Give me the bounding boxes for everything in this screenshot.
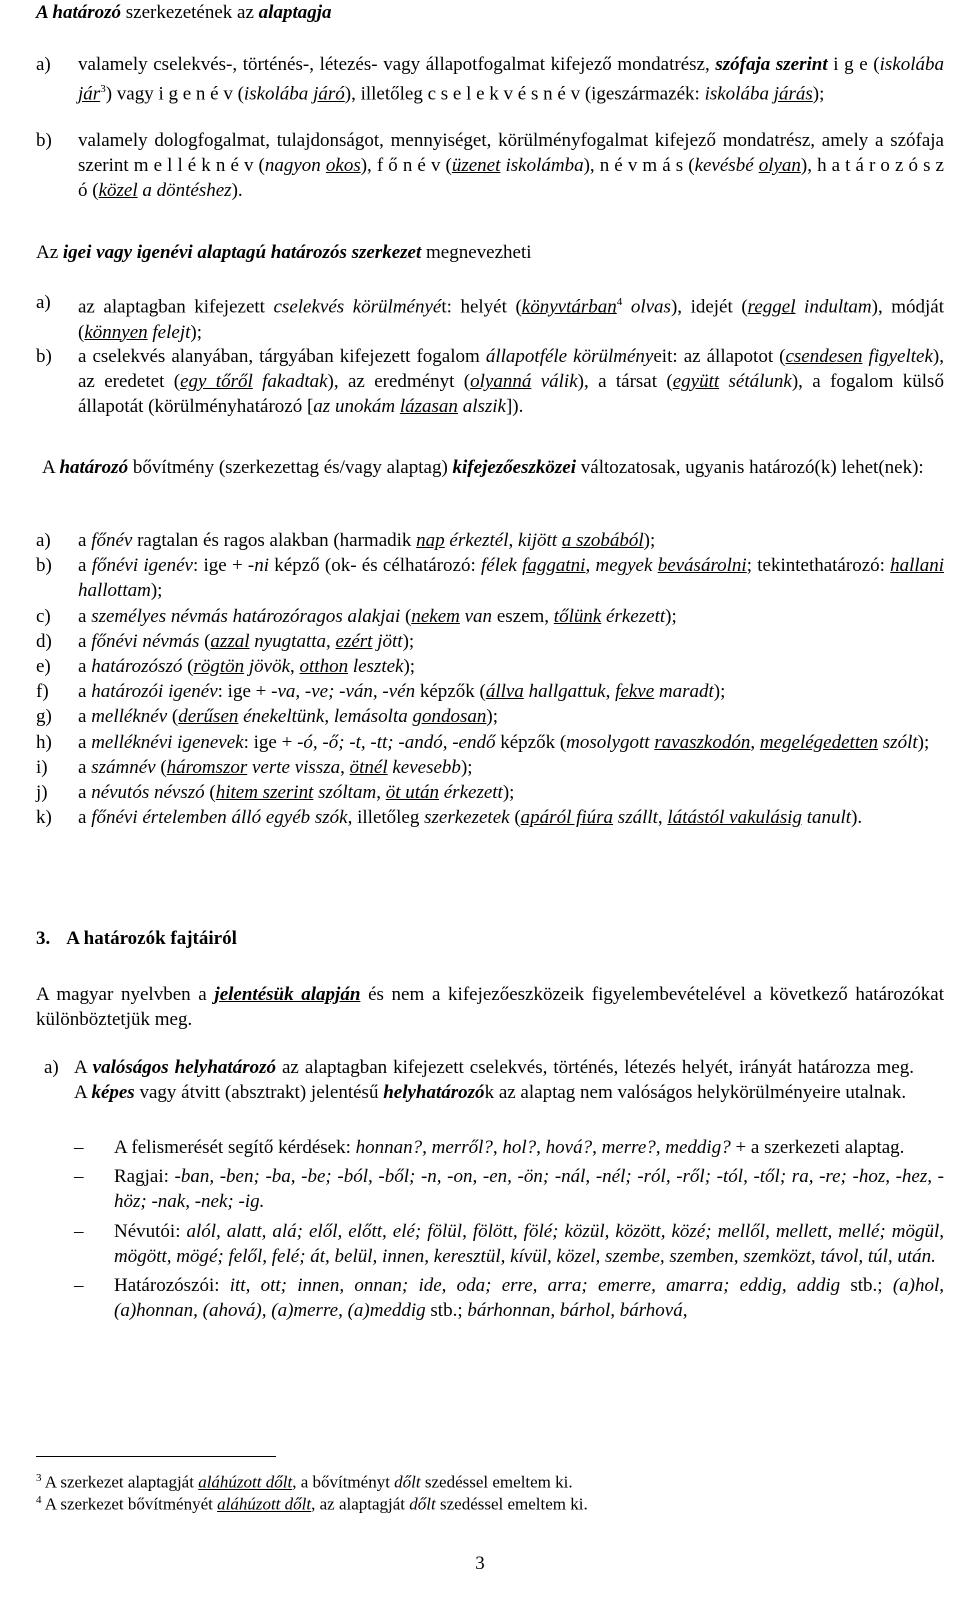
text: , xyxy=(750,731,760,753)
text: kijött xyxy=(518,530,562,551)
text: látástól vakulásig xyxy=(667,807,802,829)
title-part: A határozó xyxy=(36,2,122,23)
text: olvas xyxy=(622,296,671,318)
text: ezért xyxy=(335,630,373,652)
text: a xyxy=(78,530,92,551)
text: ]). xyxy=(505,396,524,418)
text: jelentésük alapján xyxy=(214,984,361,1005)
text: + a szerkezeti alaptag. xyxy=(730,1137,905,1158)
paragraph-2b xyxy=(36,344,944,420)
list-item xyxy=(36,528,944,553)
text: : ige + xyxy=(192,555,248,577)
text: a szobából xyxy=(561,530,644,551)
text: , xyxy=(340,756,350,778)
list-label: a) xyxy=(44,1057,59,1078)
text: aláhúzott dőlt xyxy=(217,1494,312,1514)
footnote-4 xyxy=(36,1490,944,1515)
text: kifejezőeszközei xyxy=(452,457,577,478)
text: számnév xyxy=(91,756,156,778)
text: fakadtak xyxy=(252,371,328,393)
text: bővítmény (szerkezettag és/vagy alaptag) xyxy=(128,457,453,478)
text: szállt xyxy=(613,807,658,829)
text: ( xyxy=(509,807,521,829)
text: főnévi névmás xyxy=(91,630,200,652)
text: tőlünk xyxy=(553,605,602,627)
text: jött xyxy=(372,630,403,652)
text: az unokám xyxy=(313,396,400,418)
text: ( xyxy=(182,656,194,678)
text: , xyxy=(290,656,300,678)
list-label: i) xyxy=(36,756,48,778)
text: aláhúzott dőlt xyxy=(198,1472,293,1492)
paragraph-4-intro xyxy=(36,982,944,1032)
text: honnan?, merről?, hol?, hová?, merre?, meddig? xyxy=(355,1137,731,1158)
text: mosolygott xyxy=(566,731,655,753)
text: énekeltünk xyxy=(238,706,325,728)
list-label: g) xyxy=(36,706,52,728)
list-item xyxy=(36,604,944,629)
text: derűsen xyxy=(178,706,239,728)
text: hallottam xyxy=(78,580,151,602)
text: az alaptagban kifejezett xyxy=(78,296,274,318)
text: itt, ott; innen, onnan; ide, oda; erre, arra; emerre, amarra; eddig, addig xyxy=(229,1275,841,1297)
text: együtt xyxy=(672,371,720,393)
text: sétálunk xyxy=(719,371,792,393)
text: a xyxy=(78,681,92,703)
list-label: a) xyxy=(36,292,51,313)
text: érkeztél xyxy=(444,530,509,551)
text: ), a fogalom külső állapotát (körülményhatározó [ xyxy=(78,371,944,418)
text: ); xyxy=(643,530,656,551)
text: szerkezetek xyxy=(424,807,510,829)
list-label: b) xyxy=(36,130,52,151)
text: főnévi értelemben álló egyéb szók xyxy=(91,807,348,829)
text: ); xyxy=(917,731,930,753)
text: nagyon xyxy=(264,155,326,177)
text: ); xyxy=(403,656,416,678)
text: csendesen xyxy=(785,346,863,367)
text: melléknévi igenevek xyxy=(91,731,244,753)
text: valamely cselekvés-, történés-, létezés- vagy állapotfogalmat kifejező mondatrész, xyxy=(78,54,716,75)
text: könnyen xyxy=(84,321,148,343)
text: szedéssel emeltem ki. xyxy=(420,1472,573,1492)
text: ), módját ( xyxy=(78,296,945,343)
list-item xyxy=(36,730,944,755)
text: figyeltek xyxy=(862,346,933,367)
text: állva xyxy=(485,681,524,703)
text: az alaptagban kifejezett cselekvés, történés, létezés helyét, irányát határozza meg. A xyxy=(74,1057,914,1104)
text: olyan xyxy=(758,155,801,177)
text: ); xyxy=(460,756,473,778)
list-item xyxy=(36,654,944,679)
text: ); xyxy=(812,83,825,105)
text: , xyxy=(376,782,386,804)
list-item xyxy=(74,1219,944,1269)
text: Névutói: xyxy=(114,1220,187,1242)
text: és nem a kifejezőeszközeik figyelembevételével a következő határozókat különböztetjük meg. xyxy=(36,984,944,1031)
text: a döntéshez xyxy=(137,180,232,202)
text: iskolába xyxy=(879,54,944,75)
text: érkezett xyxy=(601,605,666,627)
text: fekve xyxy=(615,681,655,703)
text: egy tőről xyxy=(180,371,253,393)
list-item xyxy=(74,1135,944,1160)
text: A xyxy=(42,457,60,478)
text: szedéssel emeltem ki. xyxy=(435,1494,588,1514)
text: cselekvés körülményé xyxy=(273,296,442,318)
text: A xyxy=(74,1057,93,1078)
text: képzők ( xyxy=(495,731,567,753)
text: ). xyxy=(231,180,243,202)
text: van xyxy=(459,605,493,627)
list-item xyxy=(74,1273,944,1323)
text: rögtön xyxy=(193,656,245,678)
text: válik xyxy=(531,371,578,393)
text: a xyxy=(78,630,92,652)
text: okos xyxy=(325,155,361,177)
section-title xyxy=(36,2,332,24)
text: képző (ok- és célhatározó: xyxy=(269,555,481,577)
footnote-3 xyxy=(36,1468,944,1493)
text: apáról fiúra xyxy=(520,807,614,829)
paragraph-1b xyxy=(36,128,944,204)
text: verte vissza xyxy=(247,756,341,778)
text: ), az eredményt ( xyxy=(327,371,471,393)
footnote-number: 4 xyxy=(36,1494,42,1506)
text: ), f ő n é v ( xyxy=(360,155,452,177)
text: stb.; xyxy=(840,1275,893,1297)
text: eit: az állapotot ( xyxy=(653,346,786,367)
list-label: h) xyxy=(36,731,52,753)
text: t: helyét ( xyxy=(441,296,522,318)
text: határozószó xyxy=(91,656,183,678)
means-list xyxy=(36,528,944,830)
text: dőlt xyxy=(409,1494,436,1514)
text: i g e ( xyxy=(827,54,880,75)
paragraph-4a xyxy=(44,1055,944,1105)
list-item xyxy=(36,704,944,729)
text: lemásolta xyxy=(333,706,413,728)
text: jár xyxy=(78,83,101,105)
text: megelégedetten xyxy=(759,731,879,753)
text: faggatni xyxy=(522,555,586,577)
text: a xyxy=(78,656,92,678)
section-heading xyxy=(36,928,237,950)
text: alól, alatt, alá; elől, előtt, elé; fölül, fölött, fölé; közül, között, közé; mellől, mellett, mellé; mögül, mögött, mögé; felől, felé; át, belül, innen, keresztül, kívül, közel, szembe, szemben, szemközt, távol, túl, után. xyxy=(114,1220,944,1267)
list-label: j) xyxy=(36,782,48,804)
text: , az alaptagját xyxy=(311,1494,410,1514)
text: főnév xyxy=(91,530,133,551)
text: iskolába xyxy=(704,83,774,105)
text: ; tekintethatározó: xyxy=(746,555,891,577)
list-item xyxy=(36,553,944,603)
text: A felismerését segítő kérdések: xyxy=(114,1137,356,1158)
dash-list xyxy=(74,1135,944,1323)
text: : ige + xyxy=(243,731,298,753)
text: (a)hol, (a)honnan, (ahová), (a)merre, (a)meddig xyxy=(114,1275,945,1322)
text: ), idejét ( xyxy=(670,296,748,318)
text: , a bővítményt xyxy=(292,1472,395,1492)
text: felejt xyxy=(147,321,191,343)
footnote-ref: 3 xyxy=(100,83,106,96)
text: a xyxy=(78,731,92,753)
text: Az xyxy=(36,242,63,263)
text: a cselekvés alanyában, tárgyában kifejezett fogalom xyxy=(78,346,486,367)
footnote-ref: 4 xyxy=(616,296,623,308)
text: jövök xyxy=(244,656,291,678)
text: indultam xyxy=(795,296,872,318)
list-item xyxy=(74,1164,944,1214)
text: öt után xyxy=(385,782,439,804)
text: : ige + xyxy=(217,681,272,703)
text: Ragjai: xyxy=(114,1166,175,1188)
text: hallani xyxy=(890,555,944,577)
text: ( xyxy=(155,756,167,778)
text: szóltam xyxy=(313,782,377,804)
heading-number: 3. xyxy=(36,928,51,949)
text: nyugtatta xyxy=(249,630,327,652)
text: -ban, -ben; -ba, -be; -ból, -ből; -n, -on, -en, -ön; -nál, -nél; -ról, -ről; -tól, -től; ra, -re; -hoz, -hez, -höz; -nak, -nek; -ig. xyxy=(114,1166,944,1213)
text: háromszor xyxy=(166,756,248,778)
text: közel xyxy=(98,180,138,202)
page-number: 3 xyxy=(475,1553,485,1574)
text: ); xyxy=(486,706,499,728)
text: a xyxy=(78,782,92,804)
text: üzenet xyxy=(451,155,501,177)
text: hitem szerint xyxy=(215,782,314,804)
text: vagy átvitt (absztrakt) jelentésű xyxy=(134,1082,384,1104)
text: ), illetőleg c s e l e k v é s n é v (igeszármazék: xyxy=(344,83,705,105)
text: ); xyxy=(713,681,726,703)
text: ( xyxy=(400,605,412,627)
text: , xyxy=(605,681,616,703)
text: k az alaptag nem valóságos helykörülményeire utalnak. xyxy=(484,1082,907,1104)
dash-marker: – xyxy=(74,1275,84,1297)
paragraph-1a xyxy=(36,52,944,107)
paragraph-2a xyxy=(36,290,944,345)
text: nekem xyxy=(411,605,460,627)
text: a xyxy=(78,605,92,627)
text: reggel xyxy=(747,296,796,318)
text: alszik xyxy=(457,396,506,418)
text: -va, -ve; -ván, -vén xyxy=(271,681,416,703)
text: könyvtárban xyxy=(521,296,617,318)
text: , illetőleg xyxy=(347,807,425,829)
text: járás xyxy=(773,83,813,105)
text: járó xyxy=(313,83,345,105)
text: ), n é v m á s ( xyxy=(583,155,695,177)
text: olyanná xyxy=(470,371,532,393)
text: lesztek xyxy=(348,656,404,678)
text: a xyxy=(78,756,92,778)
dash-marker: – xyxy=(74,1137,84,1158)
text: iskolába xyxy=(243,83,314,105)
text: A magyar nyelvben a xyxy=(36,984,215,1005)
text: a xyxy=(78,807,92,829)
text: megyek xyxy=(595,555,658,577)
text: ). xyxy=(851,807,863,829)
text: ); xyxy=(665,605,677,627)
text: , xyxy=(585,555,596,577)
text: névutós névszó xyxy=(91,782,205,804)
list-label: c) xyxy=(36,605,51,627)
text: nap xyxy=(416,530,445,551)
text: A szerkezet alaptagját xyxy=(41,1472,199,1492)
list-label: b) xyxy=(36,346,52,367)
text: valóságos helyhatározó xyxy=(92,1057,277,1078)
list-item xyxy=(36,780,944,805)
paragraph-2-intro xyxy=(36,240,944,265)
text: ) vagy i g e n é v ( xyxy=(105,83,244,105)
text: ravaszkodón xyxy=(654,731,751,753)
text: bárhonnan, bárhol, bárhová, xyxy=(467,1300,688,1322)
text: gondosan xyxy=(412,706,487,728)
text: A szerkezet bővítményét xyxy=(41,1494,218,1514)
text: ), h a t á r o z ó s z ó ( xyxy=(78,155,944,202)
footnote-number: 3 xyxy=(36,1472,42,1484)
text: azzal xyxy=(210,630,250,652)
text: ötnél xyxy=(349,756,388,778)
text: maradt xyxy=(654,681,714,703)
text: érkezett xyxy=(439,782,503,804)
text: ); xyxy=(402,630,415,652)
text: ), a társat ( xyxy=(577,371,673,393)
heading-text: A határozók fajtáiról xyxy=(66,928,237,949)
text: , xyxy=(657,807,668,829)
text: Határozószói: xyxy=(114,1275,230,1297)
text: változatosak, ugyanis határozó(k) lehet(nek): xyxy=(576,457,924,478)
text: otthon xyxy=(299,656,349,678)
text: ); xyxy=(190,321,202,343)
text: lázasan xyxy=(399,396,458,418)
list-item xyxy=(36,679,944,704)
title-part: szerkezetének az xyxy=(121,2,259,23)
text: , xyxy=(324,706,334,728)
title-part: alaptagja xyxy=(258,2,332,23)
text: melléknév xyxy=(91,706,168,728)
text: határozói igenév xyxy=(91,681,218,703)
text: megnevezheti xyxy=(421,242,532,263)
list-label: b) xyxy=(36,555,52,577)
text: állapotféle körülmény xyxy=(485,346,654,367)
list-label: a) xyxy=(36,530,51,551)
list-label: f) xyxy=(36,681,49,703)
text: , xyxy=(326,630,336,652)
text: főnévi igenév xyxy=(91,555,193,577)
text: dőlt xyxy=(394,1472,421,1492)
text: helyhatározó xyxy=(383,1082,485,1104)
list-item xyxy=(36,755,944,780)
text: ); xyxy=(150,580,163,602)
list-item xyxy=(36,629,944,654)
text: tanult xyxy=(802,807,852,829)
text: hallgattuk xyxy=(523,681,606,703)
text: iskolámba xyxy=(500,155,584,177)
text: -ni xyxy=(247,555,270,577)
text: ), az eredetet ( xyxy=(78,346,944,393)
text: határozó xyxy=(59,457,129,478)
text: ( xyxy=(204,782,216,804)
list-label: d) xyxy=(36,630,52,652)
text: stb.; xyxy=(425,1300,468,1322)
footnote-separator xyxy=(36,1456,276,1457)
text: képzők ( xyxy=(415,681,486,703)
text: személyes névmás határozóragos alakjai xyxy=(91,605,401,627)
list-label: k) xyxy=(36,807,52,829)
text: szólt xyxy=(878,731,918,753)
text: bevásárolni xyxy=(657,555,747,577)
text: képes xyxy=(91,1082,135,1104)
text: ( xyxy=(167,706,179,728)
text: szófaja szerint xyxy=(715,54,828,75)
list-label: a) xyxy=(36,54,51,75)
list-item xyxy=(36,805,944,830)
list-label: e) xyxy=(36,656,51,678)
text: eszem, xyxy=(492,605,554,627)
dash-marker: – xyxy=(74,1166,84,1188)
paragraph-3-intro xyxy=(6,455,944,480)
text: a xyxy=(78,555,92,577)
text: kevésbé xyxy=(694,155,759,177)
text: ); xyxy=(502,782,515,804)
text: , xyxy=(508,530,518,551)
text: valamely dologfogalmat, tulajdonságot, mennyiséget, körülményfogalmat kifejező mondatrész, amely a szófaja szerint m e l l é k n é v ( xyxy=(78,130,944,177)
text: a xyxy=(78,706,92,728)
dash-marker: – xyxy=(74,1220,84,1242)
text: -ó, -ő; -t, -tt; -andó, -endő xyxy=(297,731,496,753)
text: ragtalan és ragos alakban (harmadik xyxy=(132,530,417,551)
text: igei vagy igenévi alaptagú határozós szerkezet xyxy=(62,242,422,263)
text: félek xyxy=(480,555,523,577)
text: kevesebb xyxy=(387,756,461,778)
text: ( xyxy=(199,630,211,652)
